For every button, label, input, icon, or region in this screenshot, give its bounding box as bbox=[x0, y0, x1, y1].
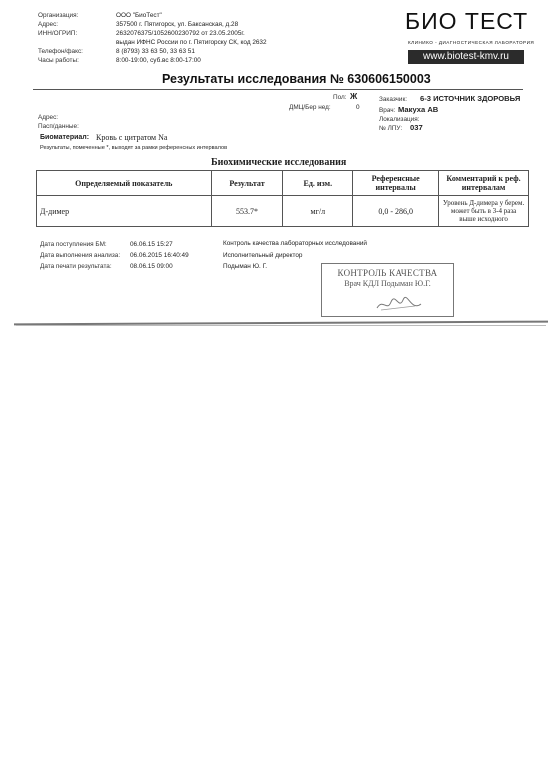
paper-edge-shadow bbox=[16, 325, 546, 326]
col-comment: Комментарий к реф. интервалам bbox=[439, 171, 529, 196]
page-title: Результаты исследования № 630606150003 bbox=[162, 72, 431, 86]
received-label: Дата поступления БМ: bbox=[40, 241, 107, 248]
done-label: Дата выполнения анализа: bbox=[40, 252, 121, 259]
col-units: Ед. изм. bbox=[283, 171, 353, 196]
biomaterial-label: Биоматериал: bbox=[40, 134, 90, 141]
biomaterial-note: Результаты, помеченные *, выходят за рамки референсных интервалов bbox=[40, 145, 228, 151]
hours-label: Часы работы: bbox=[38, 57, 79, 64]
col-indicator: Определяемый показатель bbox=[37, 171, 212, 196]
done-value: 06.06.2015 16:40:49 bbox=[130, 252, 189, 259]
inn-value: 2632076375/1052600230792 от 23.05.2005г. bbox=[116, 30, 245, 37]
patient-address-label: Адрес: bbox=[38, 114, 59, 121]
inn-issued: выдан ИФНС России по г. Пятигорску СК, код 2632 bbox=[116, 39, 267, 46]
comment-cell: Уровень Д-димера у берем. может быть в 3-4 раза выше исходного bbox=[439, 196, 529, 227]
director-text: Исполнительный директор bbox=[223, 252, 303, 259]
units-cell: мг/л bbox=[283, 196, 353, 227]
col-reference: Референсные интервалы bbox=[353, 171, 439, 196]
section-title: Биохимические исследования bbox=[211, 157, 347, 168]
results-table bbox=[36, 170, 529, 227]
table-row bbox=[37, 196, 529, 227]
result-cell: 553.7* bbox=[211, 196, 283, 227]
dmc-label: ДМЦ/Бер нед: bbox=[289, 104, 331, 111]
website-banner: www.biotest-kmv.ru bbox=[408, 50, 524, 64]
dmc-value: 0 bbox=[356, 104, 360, 111]
biotest-logo: БИО ТЕСТ bbox=[405, 8, 529, 34]
doctor-label: Врач: bbox=[379, 107, 396, 114]
localization-label: Локализация: bbox=[379, 116, 420, 123]
title-divider bbox=[33, 89, 523, 90]
org-label: Организация: bbox=[38, 12, 79, 19]
biomaterial-value: Кровь с цитратом Na bbox=[96, 133, 168, 142]
print-value: 08.06.15 09:00 bbox=[130, 263, 173, 270]
sex-value: Ж bbox=[350, 92, 358, 101]
reference-cell: 0,0 - 286,0 bbox=[353, 196, 439, 227]
lpu-label: № ЛПУ: bbox=[379, 125, 403, 132]
qc-text: Контроль качества лабораторных исследований bbox=[223, 240, 367, 247]
sex-label: Пол: bbox=[333, 94, 347, 101]
signed-text: Подыман Ю. Г. bbox=[223, 263, 268, 270]
org-value: ООО "БиоТест" bbox=[116, 12, 162, 19]
col-result: Результат bbox=[211, 171, 283, 196]
logo-subtitle: КЛИНИКО - ДИАГНОСТИЧЕСКАЯ ЛАБОРАТОРИЯ bbox=[408, 40, 535, 45]
print-label: Дата печати результата: bbox=[40, 263, 112, 270]
doctor-value: Макуха АВ bbox=[398, 105, 439, 114]
indicator-cell: Д-димер bbox=[37, 196, 212, 227]
address-label: Адрес: bbox=[38, 21, 59, 28]
table-header-row bbox=[37, 171, 529, 196]
phone-value: 8 (8793) 33 63 50, 33 63 51 bbox=[116, 48, 195, 55]
passport-label: Пасп/данные: bbox=[38, 123, 79, 130]
received-value: 06.06.15 15:27 bbox=[130, 241, 173, 248]
hours-value: 8:00-19:00, суб.вс 8:00-17:00 bbox=[116, 57, 201, 64]
handwritten-signature bbox=[375, 294, 423, 314]
address-value: 357500 г. Пятигорск, ул. Баксанская, д.28 bbox=[116, 21, 239, 28]
customer-label: Заказчик: bbox=[379, 96, 408, 103]
stamp-line-1: КОНТРОЛЬ КАЧЕСТВА bbox=[337, 268, 438, 278]
inn-label: ИНН/ОГРИП: bbox=[38, 30, 78, 37]
customer-value: 6-3 ИСТОЧНИК ЗДОРОВЬЯ bbox=[420, 94, 521, 103]
lpu-value: 037 bbox=[410, 123, 423, 132]
phone-label: Телефон/факс: bbox=[38, 48, 83, 55]
stamp-line-2: Врач КДЛ Подыман Ю.Г. bbox=[344, 279, 431, 288]
